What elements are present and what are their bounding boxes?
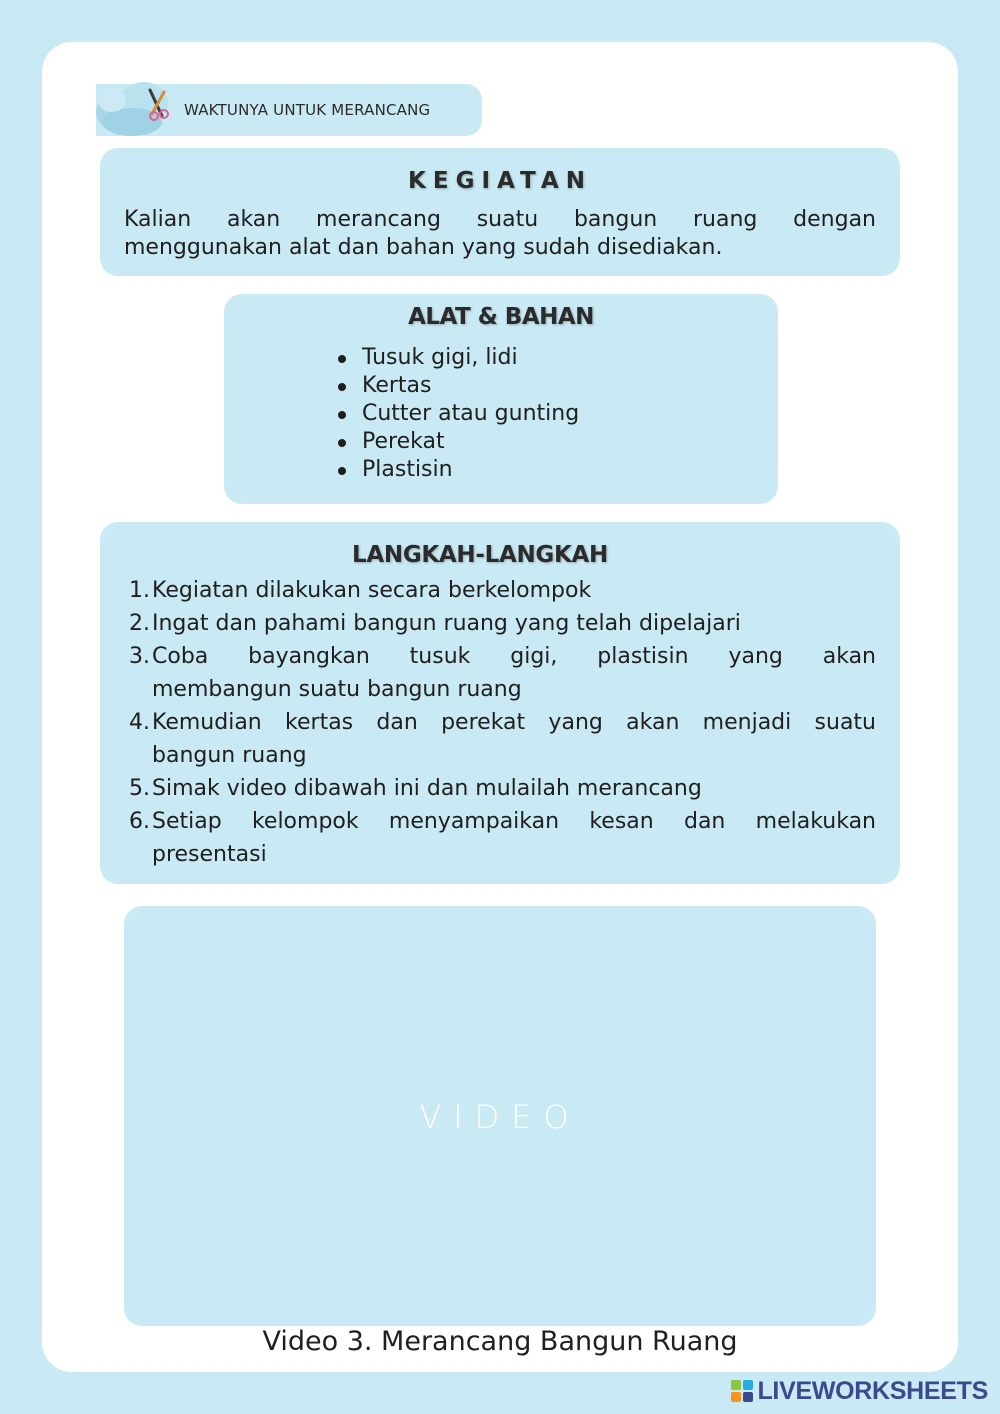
bullet-icon <box>338 411 346 419</box>
bullet-icon <box>338 355 346 363</box>
step-text: Setiap kelompok menyampaikan kesan dan melakukan <box>152 809 876 834</box>
bullet-icon <box>338 467 346 475</box>
list-item-text: Tusuk gigi, lidi <box>362 345 518 370</box>
bullet-icon <box>338 439 346 447</box>
step-item <box>124 607 876 640</box>
step-number: 2. <box>129 611 150 636</box>
brand-name: LIVEWORKSHEETS <box>757 1376 988 1405</box>
video-caption: Video 3. Merancang Bangun Ruang <box>262 1326 738 1357</box>
kegiatan-title: KEGIATAN <box>408 168 592 194</box>
kegiatan-text-line: menggunakan alat dan bahan yang sudah disediakan. <box>124 235 723 260</box>
kegiatan-text <box>124 206 876 262</box>
alat-bahan-title: ALAT & BAHAN <box>408 304 594 330</box>
step-item <box>124 805 876 871</box>
step-text: Kemudian kertas dan perekat yang akan menjadi suatu <box>152 710 876 735</box>
step-number: 1. <box>129 578 150 603</box>
bullet-icon <box>338 383 346 391</box>
step-number: 3. <box>129 644 150 669</box>
section-header-label: WAKTUNYA UNTUK MERANCANG <box>184 101 431 119</box>
list-item <box>334 400 579 428</box>
step-text: Kegiatan dilakukan secara berkelompok <box>152 578 592 603</box>
step-text: Ingat dan pahami bangun ruang yang telah dipelajari <box>152 611 741 636</box>
step-item <box>124 706 876 772</box>
liveworksheets-logo-icon <box>731 1380 753 1402</box>
video-player[interactable] <box>124 906 876 1326</box>
list-item <box>334 456 579 484</box>
kegiatan-card <box>100 148 900 276</box>
langkah-title: LANGKAH-LANGKAH <box>352 542 608 568</box>
alat-bahan-list <box>334 344 579 484</box>
step-text: membangun suatu bangun ruang <box>152 677 522 702</box>
list-item-text: Kertas <box>362 373 432 398</box>
list-item-text: Plastisin <box>362 457 453 482</box>
step-number: 4. <box>129 710 150 735</box>
step-text: Simak video dibawah ini dan mulailah merancang <box>152 776 702 801</box>
list-item-text: Perekat <box>362 429 445 454</box>
step-text: Coba bayangkan tusuk gigi, plastisin yang akan <box>152 644 876 669</box>
step-item <box>124 772 876 805</box>
kegiatan-text-line: Kalian akan merancang suatu bangun ruang dengan <box>124 207 876 232</box>
list-item <box>334 428 579 456</box>
step-number: 5. <box>129 776 150 801</box>
list-item <box>334 344 579 372</box>
step-item <box>124 640 876 706</box>
alat-bahan-card <box>224 294 778 504</box>
step-number: 6. <box>129 809 150 834</box>
cloud-tools-icon <box>92 70 188 140</box>
step-text: presentasi <box>152 842 267 867</box>
list-item <box>334 372 579 400</box>
list-item-text: Cutter atau gunting <box>362 401 580 426</box>
langkah-card <box>100 522 900 884</box>
step-text: bangun ruang <box>152 743 307 768</box>
steps-list <box>124 574 876 871</box>
step-item <box>124 574 876 607</box>
brand-footer[interactable] <box>731 1376 988 1406</box>
video-placeholder-label: VIDEO <box>419 1098 581 1136</box>
